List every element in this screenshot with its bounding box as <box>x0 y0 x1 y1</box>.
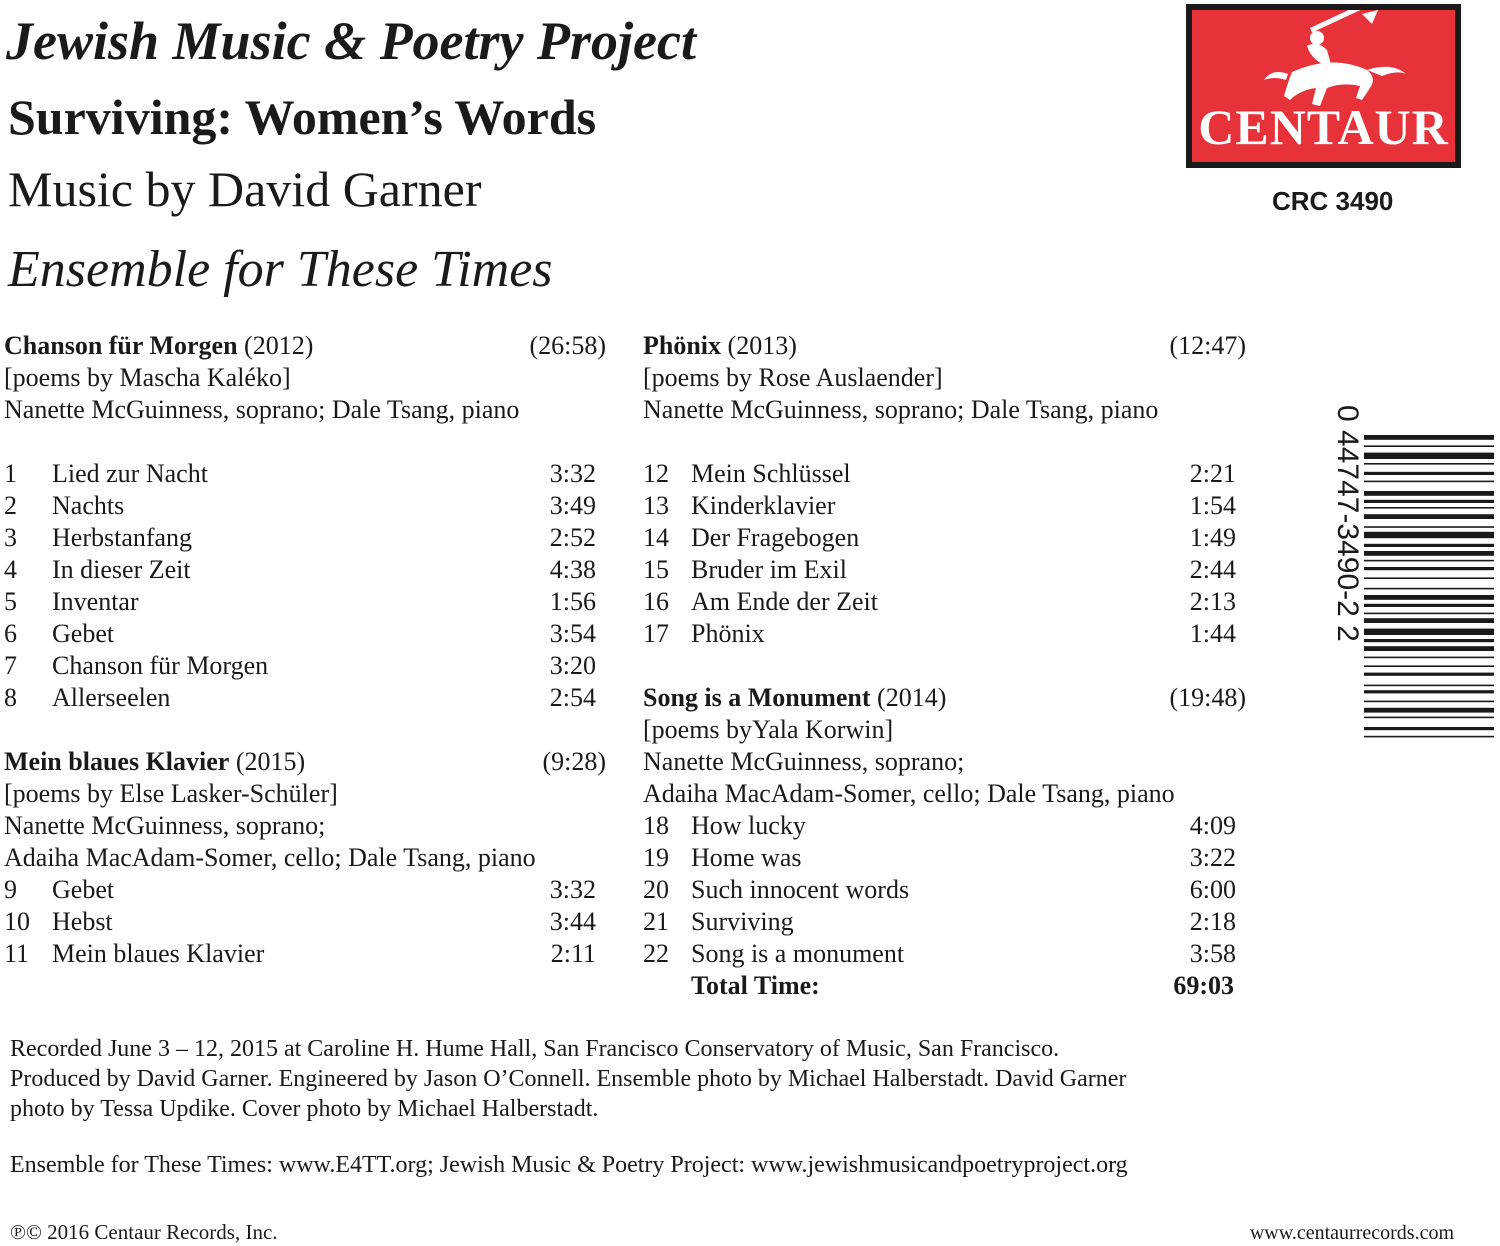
barcode-bar <box>1364 588 1494 590</box>
barcode-bar <box>1364 618 1494 623</box>
barcode-bar <box>1364 514 1494 519</box>
barcode-bar <box>1364 472 1494 475</box>
barcode-bar <box>1364 481 1494 483</box>
barcode-bar <box>1364 577 1494 579</box>
barcode-bar <box>1364 526 1494 528</box>
credits-line: Recorded June 3 – 12, 2015 at Caroline H. Hume Hall, San Francisco Conservatory of Music, San Francisco. <box>10 1036 1060 1062</box>
catalog-number: CRC 3490 <box>1272 186 1394 216</box>
track-list-phoenix <box>643 458 1246 650</box>
barcode-bar <box>1364 507 1494 509</box>
barcode-bar <box>1364 532 1494 538</box>
work-year: (2014) <box>877 683 947 712</box>
track-row[interactable]: 2 Nachts 3:49 <box>4 491 596 520</box>
track-row[interactable]: 5 Inventar 1:56 <box>4 587 596 616</box>
barcode-bar <box>1364 604 1494 607</box>
work-title: Song is a Monument <box>643 683 871 712</box>
barcode-bar <box>1364 435 1494 440</box>
track-row[interactable]: 12 Mein Schlüssel 2:21 <box>643 459 1236 488</box>
album-title: Surviving: Women’s Words <box>8 89 597 145</box>
work-header <box>643 330 1246 362</box>
track-row[interactable]: 20 Such innocent words 6:00 <box>643 875 1236 904</box>
ensemble-name: Ensemble for These Times <box>8 241 553 298</box>
barcode-bar <box>1364 685 1494 687</box>
barcode-icon <box>1326 405 1496 820</box>
work-poems: [poems byYala Korwin] <box>643 715 894 744</box>
track-row[interactable]: 15 Bruder im Exil 2:44 <box>643 555 1236 584</box>
credits-line: photo by Tessa Updike. Cover photo by Michael Halberstadt. <box>10 1096 599 1122</box>
copyright-notice: ℗© 2016 Centaur Records, Inc. <box>10 1220 278 1244</box>
barcode-bar <box>1364 673 1494 676</box>
work-year: (2013) <box>727 331 797 360</box>
centaur-logo <box>1186 4 1461 168</box>
track-row[interactable]: 19 Home was 3:22 <box>643 843 1236 872</box>
work-duration: (19:48) <box>1169 683 1246 712</box>
work-performers: Adaiha MacAdam-Somer, cello; Dale Tsang, piano <box>4 843 536 872</box>
work-header <box>643 682 1246 714</box>
work-header <box>4 746 606 778</box>
credits-line: Produced by David Garner. Engineered by Jason O’Connell. Ensemble photo by Michael Halberstadt. David Garner <box>10 1066 1127 1092</box>
work-mein-blaues-klavier <box>4 746 606 970</box>
barcode-bar <box>1364 463 1494 465</box>
track-row[interactable]: 18 How lucky 4:09 <box>643 811 1236 840</box>
track-list-chanson <box>4 458 606 714</box>
work-song-is-a-monument <box>643 682 1246 1002</box>
barcode-bar <box>1364 639 1494 642</box>
barcode-bar <box>1364 629 1494 635</box>
websites-line: Ensemble for These Times: www.E4TT.org; Jewish Music & Poetry Project: www.jewishmusicandpoetryproject.org <box>10 1152 1128 1178</box>
barcode-digits: 0 44747-3490-2 2 <box>1331 405 1364 642</box>
track-row[interactable]: 11 Mein blaues Klavier 2:11 <box>4 939 596 968</box>
work-performers: Adaiha MacAdam-Somer, cello; Dale Tsang, piano <box>643 779 1175 808</box>
track-row[interactable]: 13 Kinderklavier 1:54 <box>643 491 1236 520</box>
barcode <box>1326 405 1496 820</box>
work-duration: (9:28) <box>542 747 606 776</box>
work-title: Chanson für Morgen <box>4 331 238 360</box>
work-poems: [poems by Else Lasker-Schüler] <box>4 779 338 808</box>
work-performers: Nanette McGuinness, soprano; Dale Tsang, piano <box>4 395 520 424</box>
work-phoenix <box>643 330 1246 426</box>
barcode-bar <box>1364 567 1494 570</box>
track-row[interactable]: 14 Der Fragebogen 1:49 <box>643 523 1236 552</box>
barcode-bar <box>1364 690 1494 693</box>
track-row[interactable]: 22 Song is a monument 3:58 <box>643 939 1236 968</box>
barcode-bar <box>1364 727 1494 730</box>
track-row[interactable]: 6 Gebet 3:54 <box>4 619 596 648</box>
total-time <box>643 970 1246 1002</box>
barcode-bar <box>1364 544 1494 547</box>
work-duration: (26:58) <box>529 331 606 360</box>
barcode-bar <box>1364 613 1494 615</box>
work-title: Mein blaues Klavier <box>4 747 230 776</box>
track-row[interactable]: 1 Lied zur Nacht 3:32 <box>4 459 596 488</box>
work-performers: Nanette McGuinness, soprano; Dale Tsang, piano <box>643 395 1159 424</box>
barcode-bar <box>1364 595 1494 600</box>
track-row[interactable]: 17 Phönix 1:44 <box>643 619 1236 648</box>
work-performers: Nanette McGuinness, soprano; <box>643 747 965 776</box>
total-time-label: Total Time: <box>691 971 820 1000</box>
work-chanson <box>4 330 606 426</box>
track-row[interactable]: 10 Hebst 3:44 <box>4 907 596 936</box>
work-year: (2015) <box>235 747 306 776</box>
barcode-bar <box>1364 665 1494 667</box>
work-poems: [poems by Rose Auslaender] <box>643 363 943 392</box>
work-poems: [poems by Mascha Kaléko] <box>4 363 291 392</box>
barcode-bar <box>1364 701 1494 703</box>
barcode-bar <box>1364 453 1494 459</box>
track-row[interactable]: 8 Allerseelen 2:54 <box>4 683 596 712</box>
barcode-bar <box>1364 646 1494 651</box>
barcode-bar <box>1364 717 1494 719</box>
track-row[interactable]: 4 In dieser Zeit 4:38 <box>4 555 596 584</box>
composer-line: Music by David Garner <box>8 161 482 217</box>
barcode-bar <box>1364 445 1494 447</box>
project-title: Jewish Music & Poetry Project <box>6 11 696 71</box>
website-link[interactable]: www.centaurrecords.com <box>1249 1222 1454 1244</box>
track-row[interactable]: 21 Surviving 2:18 <box>643 907 1236 936</box>
barcode-bar <box>1364 551 1494 556</box>
barcode-bar <box>1364 491 1494 496</box>
track-row[interactable]: 9 Gebet 3:32 <box>4 875 596 904</box>
work-header <box>4 330 606 362</box>
barcode-bar <box>1364 500 1494 503</box>
barcode-bar <box>1364 560 1494 562</box>
recording-credits <box>10 1034 1270 1124</box>
label-name: CENTAUR <box>1198 99 1449 155</box>
barcode-bar <box>1364 708 1494 713</box>
work-duration: (12:47) <box>1169 331 1246 360</box>
track-row[interactable]: 16 Am Ende der Zeit 2:13 <box>643 587 1236 616</box>
work-performers: Nanette McGuinness, soprano; <box>4 811 326 840</box>
total-time-value: 69:03 <box>1173 971 1234 1000</box>
work-year: (2012) <box>244 331 314 360</box>
work-title: Phönix <box>643 331 722 360</box>
barcode-bar <box>1364 657 1494 659</box>
track-row[interactable]: 7 Chanson für Morgen 3:20 <box>4 651 596 680</box>
barcode-bar <box>1364 736 1494 738</box>
track-row[interactable]: 3 Herbstanfang 2:52 <box>4 523 596 552</box>
